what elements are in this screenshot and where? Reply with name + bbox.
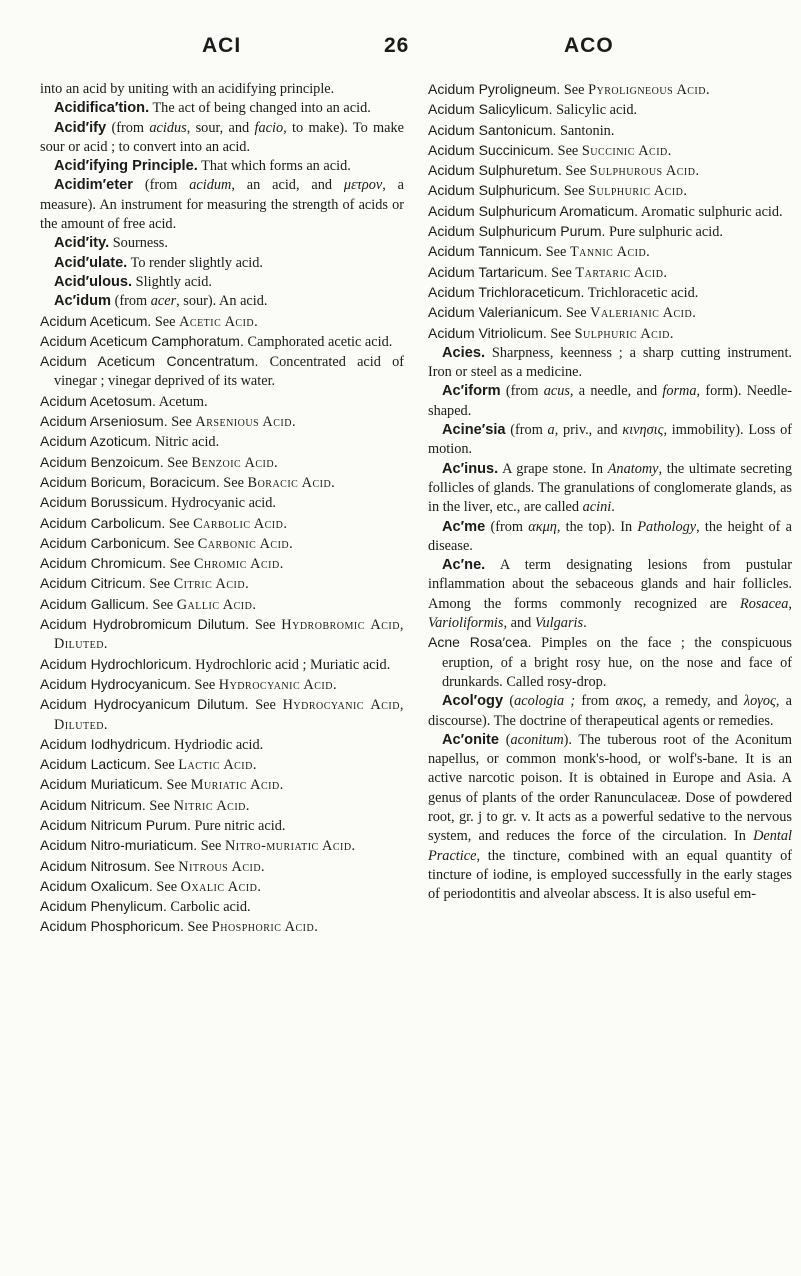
entry-term: Acidum Gallicum.: [40, 595, 149, 612]
entry-term: Acidum Phenylicum.: [40, 898, 167, 915]
dictionary-entry: [40, 755, 404, 775]
entry-text: (from: [510, 422, 548, 439]
dictionary-entry: [428, 303, 792, 323]
entry-headword: Acies.: [442, 344, 485, 361]
entry-italic: acer: [150, 293, 177, 310]
entry-term: Acidum Aceticum.: [40, 312, 152, 329]
dictionary-entry: [428, 121, 792, 141]
entry-term: Acidum Santonicum.: [428, 121, 557, 138]
entry-text: Aromatic sulphuric acid.: [640, 203, 783, 220]
entry-text: See: [166, 777, 188, 794]
dictionary-entry: [428, 692, 792, 731]
dictionary-entry: [428, 242, 792, 262]
dictionary-entry: [40, 412, 404, 432]
entry-text: A grape stone. In: [502, 460, 608, 477]
cross-reference: Hydrocyanic Acid.: [218, 676, 338, 693]
entry-italic: Anatomy: [607, 460, 659, 477]
entry-term: Acidum Valerianicum.: [428, 304, 563, 321]
dictionary-entry: [40, 655, 404, 675]
running-header: [0, 34, 801, 62]
entry-term: Acidum Hydrochloricum.: [40, 655, 192, 672]
entry-text: , to make). To make sour or acid ; to convert into an acid.: [40, 119, 404, 155]
entry-italic: ακμη: [528, 518, 557, 535]
entry-term: Acidum Lacticum.: [40, 756, 151, 773]
entry-italic: acus: [543, 383, 570, 400]
entry-term: Acidum Citricum.: [40, 575, 146, 592]
entry-italic: acidum: [189, 177, 232, 194]
entry-text: Salicylic acid.: [556, 102, 638, 119]
entry-term: Acidum Pyroligneum.: [428, 81, 561, 97]
cross-reference: Sulphuric Acid.: [574, 325, 674, 342]
cross-reference: Chromic Acid.: [193, 556, 284, 573]
entry-text: Pure sulphuric acid.: [608, 224, 723, 241]
entry-headword: Ac′idum: [54, 293, 112, 310]
entry-headword: Acidifica′tion.: [54, 100, 150, 117]
entry-term: Acidum Tartaricum.: [428, 263, 548, 280]
entry-text: (from: [490, 518, 529, 535]
dictionary-entry: [40, 473, 404, 493]
entry-text: See: [565, 305, 587, 322]
entry-text: Concentrated acid of vinegar ; vinegar deprived of its water.: [54, 354, 405, 390]
header-right-guide-word: ACO: [564, 34, 614, 57]
entry-term: Acidum Nitro-muriaticum.: [40, 837, 198, 854]
entry-term: Acidum Sulphuricum Aromaticum.: [428, 202, 639, 219]
entry-italic: a: [547, 422, 555, 439]
header-left-guide-word: ACI: [202, 34, 242, 57]
dictionary-entry: [40, 234, 404, 253]
entry-text: See: [167, 454, 188, 471]
dictionary-entry: [40, 292, 404, 311]
entry-headword: Ac′inus.: [442, 460, 499, 477]
cross-reference: Nitric Acid.: [173, 797, 250, 814]
entry-text: , the ultimate secreting follicles of glands. The granulations of conglomerate glands, as in the liver, etc., are called: [428, 460, 792, 516]
dictionary-entry: [428, 324, 792, 344]
dictionary-entry: [40, 735, 404, 755]
entry-text: , and: [503, 615, 535, 632]
cross-reference: Hydrocyanic Acid, Diluted.: [54, 697, 405, 733]
entry-text: ). The tuberous root of the Aconitum napellus, or common monk's-hood, or wolf's-bane. It is an active narcotic poison. It is obtained in Europe and Asia. A genus of plants of the order Ranunculaceæ. Dose of powdered root, gr. j to gr. v. It acts as a powerful sedative to the nervous system, and reduces the force of the circulation. In: [428, 731, 792, 845]
entry-term: Acidum Tannicum.: [428, 243, 543, 260]
cross-reference: Lactic Acid.: [178, 757, 257, 774]
entry-text: , a needle, and: [569, 383, 663, 400]
entry-text: , the height of a disease.: [428, 518, 792, 554]
entry-italic: acini: [582, 499, 612, 516]
entry-text: See: [200, 838, 222, 855]
entry-italic: forma: [662, 383, 697, 400]
dictionary-entry: [428, 421, 792, 460]
dictionary-entry: [40, 99, 404, 118]
entry-headword: Acine′sia: [442, 422, 506, 439]
dictionary-entry: [428, 222, 792, 242]
entry-text: , the tincture, combined with an equal quantity of tincture of iodine, is employed successfully in the early stages of periodontitis and alveolar abscess. It is also useful em-: [428, 847, 792, 903]
cross-reference: Carbolic Acid.: [193, 515, 288, 532]
entry-text: (from: [111, 119, 150, 136]
dictionary-entry: [428, 181, 792, 201]
cross-reference: Nitrous Acid.: [178, 858, 266, 875]
right-column: [428, 80, 792, 904]
dictionary-entry: [428, 161, 792, 181]
entry-headword: Acol′ogy: [442, 693, 504, 710]
entry-term: Acidum Sulphuricum Purum.: [428, 223, 606, 240]
dictionary-entry: [40, 312, 404, 332]
entry-text: Santonin.: [559, 122, 615, 139]
entry-term: Acidum Aceticum Camphoratum.: [40, 332, 244, 349]
entry-term: Acidum Boricum, Boracicum.: [40, 473, 220, 490]
entry-term: Acidum Benzoicum.: [40, 453, 164, 470]
entry-text: See: [173, 535, 195, 552]
dictionary-entry: [40, 857, 404, 877]
entry-headword: Ac′me: [442, 518, 486, 535]
entry-italic: κινησις: [622, 422, 664, 439]
entry-text: (from: [144, 177, 190, 194]
entry-text: Hydrocyanic acid.: [171, 495, 276, 512]
entry-headword: Ac′onite: [442, 731, 500, 748]
entry-headword: Acidim′eter: [54, 177, 133, 194]
entry-text: See: [254, 617, 276, 634]
entry-term: Acidum Aceticum Concentratum.: [40, 353, 259, 370]
dictionary-entry: [40, 695, 404, 735]
entry-text: See: [223, 474, 244, 491]
dictionary-entry: [40, 796, 404, 816]
entry-term: Acidum Nitricum.: [40, 796, 146, 813]
entry-text: , immobility). Loss of motion.: [428, 422, 792, 458]
entry-text: , form). Needle-shaped.: [428, 383, 792, 419]
cross-reference: Valerianic Acid.: [590, 305, 697, 322]
entry-text: , a remedy, and: [642, 693, 744, 710]
entry-text: (: [505, 731, 511, 748]
dictionary-entry: [428, 460, 792, 518]
cross-reference: Acetic Acid.: [179, 313, 259, 330]
entry-term: Acidum Nitricum Purum.: [40, 816, 191, 833]
entry-text: Pure nitric acid.: [194, 817, 286, 834]
cross-reference: Muriatic Acid.: [190, 777, 284, 794]
entry-headword: Acid′ifying Principle.: [54, 158, 198, 175]
entry-italic: μετρον: [343, 177, 383, 194]
dictionary-entry: [40, 554, 404, 574]
entry-text: Hydrochloric acid ; Muriatic acid.: [195, 656, 391, 673]
cross-reference: Carbonic Acid.: [197, 535, 294, 552]
entry-italic: Varioliformis: [428, 615, 504, 632]
dictionary-entry: [40, 176, 404, 234]
entry-text: Camphorated acetic acid.: [247, 333, 393, 350]
entry-text: Nitric acid.: [154, 434, 220, 451]
entry-term: Acidum Nitrosum.: [40, 857, 151, 874]
entry-term: Acidum Succinicum.: [428, 141, 555, 158]
entry-italic: facio: [254, 119, 284, 136]
entry-text: See: [149, 576, 171, 593]
entry-term: Acidum Sulphuretum.: [428, 162, 562, 179]
entry-text: , a discourse). The doctrine of therapeutical agents or remedies.: [428, 693, 793, 729]
entry-term: Acidum Chromicum.: [40, 555, 167, 572]
entry-text: .: [611, 499, 615, 516]
entry-italic: Dental Practice: [428, 828, 792, 864]
cross-reference: Citric Acid.: [173, 576, 250, 593]
cross-reference: Nitro-muriatic Acid.: [224, 838, 356, 855]
entry-italic: acidus: [149, 119, 187, 136]
entry-text: Carbolic acid.: [170, 899, 251, 916]
entry-text: See: [563, 183, 585, 200]
cross-reference: Benzoic Acid.: [191, 454, 279, 471]
entry-text: The act of being changed into an acid.: [152, 100, 371, 117]
entry-text: See: [550, 325, 572, 342]
dictionary-entry: [428, 518, 792, 557]
dictionary-entry: [428, 731, 792, 905]
entry-text: Pimples on the face ; the conspicuous eruption, of a bright rosy hue, on the nose and face of drunkards. Called rosy-drop.: [442, 635, 792, 690]
entry-headword: Acid′ulous.: [54, 273, 133, 290]
dictionary-entry: [40, 534, 404, 554]
entry-term: Acidum Muriaticum.: [40, 776, 163, 793]
entry-text: Sharpness, keenness ; a sharp cutting instrument. Iron or steel as a medicine.: [428, 344, 792, 381]
entry-text: , an acid, and: [231, 177, 344, 194]
entry-headword: Acid′ulate.: [54, 254, 128, 271]
cross-reference: Hydrobromic Acid, Diluted.: [54, 617, 405, 653]
entry-term: Acidum Phosphoricum.: [40, 918, 184, 935]
entry-text: Sourness.: [112, 235, 168, 252]
entry-text: (from: [505, 383, 544, 400]
entry-term: Acidum Arseniosum.: [40, 413, 168, 430]
dictionary-entry: [40, 595, 404, 615]
cross-reference: Sulphuric Acid.: [588, 183, 688, 200]
cross-reference: Pyroligneous Acid.: [588, 82, 711, 98]
dictionary-entry: [428, 100, 792, 120]
dictionary-entry: [40, 332, 404, 352]
entry-text: , a measure). An instrument for measuring the strength of acids or the amount of free acid.: [40, 177, 404, 233]
dictionary-entry: [40, 615, 404, 655]
dictionary-entry: [40, 816, 404, 836]
entry-text: See: [563, 82, 585, 98]
entry-headword: Acid′ify: [54, 119, 107, 136]
entry-text: Trichloracetic acid.: [587, 284, 699, 301]
entry-text: See: [557, 142, 579, 159]
entry-term: Acidum Borussicum.: [40, 494, 168, 511]
dictionary-entry: [40, 574, 404, 594]
entry-text: See: [194, 676, 216, 693]
entry-headword: Acid′ity.: [54, 235, 110, 252]
entry-term: Acidum Iodhydricum.: [40, 735, 171, 752]
dictionary-entry: [40, 273, 404, 292]
entry-text: (from: [114, 293, 151, 310]
entry-text: See: [171, 414, 192, 431]
dictionary-entry: [428, 344, 792, 383]
entry-term: Acidum Hydrocyanicum Dilutum.: [40, 696, 249, 713]
entry-headword: Ac′iform: [442, 383, 501, 400]
entry-term: Acidum Trichloraceticum.: [428, 283, 585, 300]
entry-text: To render slightly acid.: [130, 254, 263, 271]
cross-reference: Succinic Acid.: [581, 142, 672, 159]
dictionary-entry: [40, 675, 404, 695]
cross-reference: Tartaric Acid.: [575, 264, 668, 281]
cross-reference: Arsenious Acid.: [195, 414, 297, 431]
entry-text: Acetum.: [158, 393, 208, 410]
entry-text: , priv., and: [554, 422, 623, 439]
entry-text: into an acid by uniting with an acidifying principle.: [40, 81, 335, 97]
left-column: [40, 80, 404, 938]
entry-text: ,: [788, 595, 792, 612]
cross-reference: Gallic Acid.: [176, 596, 257, 613]
dictionary-entry: [40, 917, 404, 937]
entry-term: Acidum Sulphuricum.: [428, 182, 561, 199]
dictionary-entry: [40, 453, 404, 473]
entry-italic: λογος: [743, 693, 776, 710]
entry-italic: acologia ;: [514, 693, 576, 710]
cross-reference: Boracic Acid.: [247, 474, 336, 491]
dictionary-entry: [428, 633, 792, 692]
entry-text: A term designating lesions from pustular inflammation about the sebaceous glands and hair follicles. Among the forms commonly recognized are: [428, 557, 792, 612]
cross-reference: Oxalic Acid.: [180, 878, 262, 895]
dictionary-entry: [428, 80, 792, 100]
entry-italic: aconitum: [510, 731, 564, 748]
entry-term: Acidum Hydrobromicum Dilutum.: [40, 616, 250, 633]
entry-term: Acidum Acetosum.: [40, 392, 156, 409]
dictionary-entry: [428, 263, 792, 283]
entry-text: See: [152, 596, 174, 613]
entry-text: See: [565, 163, 587, 180]
entry-text: See: [551, 264, 572, 281]
dictionary-entry: [40, 493, 404, 513]
entry-headword: Ac′ne.: [442, 557, 486, 574]
dictionary-entry: [40, 836, 404, 856]
dictionary-entry: [40, 392, 404, 412]
cross-reference: Sulphurous Acid.: [589, 163, 700, 180]
cross-reference: Phosphoric Acid.: [211, 919, 319, 936]
entry-term: Acidum Salicylicum.: [428, 101, 553, 118]
entry-text: See: [154, 858, 175, 875]
entry-italic: Rosacea: [739, 595, 789, 612]
entry-text: See: [154, 757, 175, 774]
dictionary-entry: [40, 432, 404, 452]
entry-text: See: [169, 556, 191, 573]
dictionary-entry: [40, 119, 404, 158]
page-number: 26: [384, 34, 410, 57]
entry-text: Slightly acid.: [135, 273, 212, 290]
entry-text: See: [168, 515, 190, 532]
entry-italic: ακος: [615, 693, 643, 710]
dictionary-entry: [40, 877, 404, 897]
entry-text: See: [156, 878, 178, 895]
entry-text: That which forms an acid.: [201, 158, 351, 175]
dictionary-entry: [40, 157, 404, 176]
entry-text: .: [583, 615, 587, 632]
entry-term: Acidum Hydrocyanicum.: [40, 675, 191, 692]
entry-text: Hydriodic acid.: [174, 736, 264, 753]
entry-term: Acidum Carbonicum.: [40, 534, 170, 551]
dictionary-entry: [40, 352, 404, 392]
entry-italic: Pathology: [637, 518, 697, 535]
entry-term: Acidum Carbolicum.: [40, 514, 166, 531]
dictionary-entry: [40, 775, 404, 795]
entry-text: See: [187, 919, 209, 936]
entry-term: Acidum Vitriolicum.: [428, 324, 547, 341]
dictionary-entry: [428, 382, 792, 421]
dictionary-entry: [40, 80, 404, 99]
entry-text: See: [154, 313, 176, 330]
cross-reference: Tannic Acid.: [569, 244, 651, 261]
entry-italic: Vulgaris: [534, 615, 584, 632]
entry-text: , the top). In: [556, 518, 638, 535]
entry-text: , sour, and: [186, 119, 255, 136]
entry-term: Acidum Oxalicum.: [40, 877, 153, 894]
entry-text: , sour). An acid.: [176, 293, 268, 310]
dictionary-entry: [428, 202, 792, 222]
dictionary-entry: [428, 556, 792, 633]
entry-text: See: [255, 697, 276, 714]
entry-text: from: [575, 693, 616, 710]
dictionary-entry: [428, 283, 792, 303]
dictionary-entry: [428, 141, 792, 161]
entry-term: Acne Rosa′cea.: [428, 634, 532, 651]
dictionary-entry: [40, 897, 404, 917]
entry-text: (: [509, 693, 515, 710]
dictionary-entry: [40, 514, 404, 534]
dictionary-entry: [40, 254, 404, 273]
entry-text: See: [149, 797, 171, 814]
entry-term: Acidum Azoticum.: [40, 433, 152, 450]
entry-text: See: [545, 244, 567, 261]
